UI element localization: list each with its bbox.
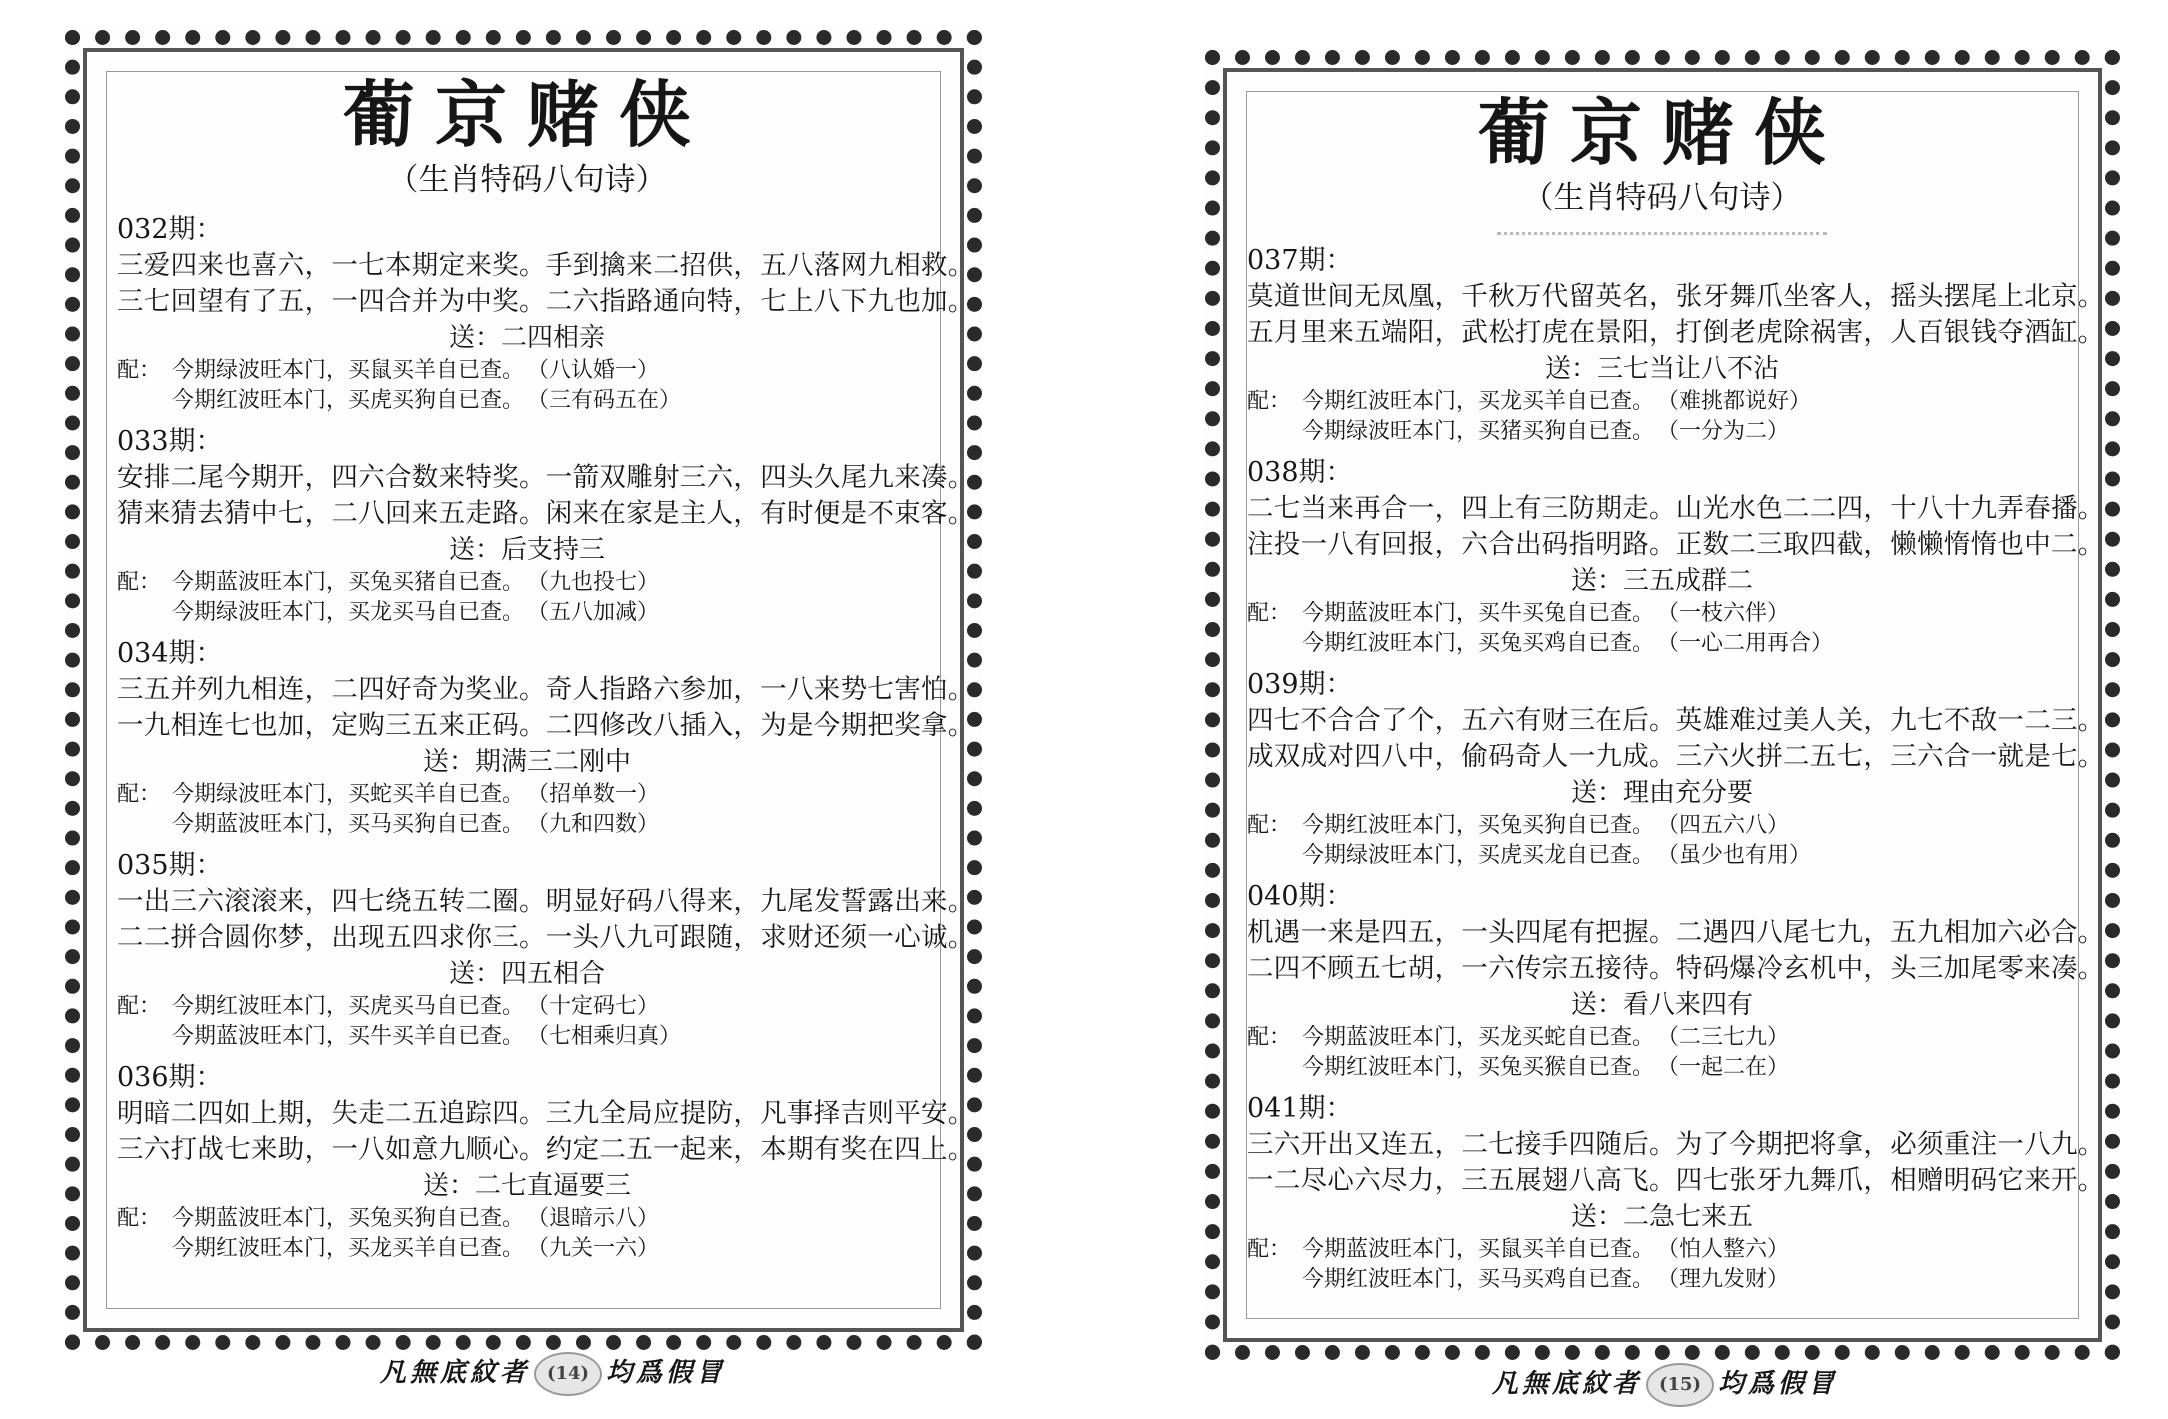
pair-line bbox=[117, 780, 937, 810]
pair-text: 今期红波旺本门，买兔买猴自已查。 bbox=[1302, 1055, 1655, 1080]
issue-block bbox=[1247, 1091, 2105, 1295]
pair-label: 配： bbox=[1247, 1237, 1292, 1262]
issue-number: 034期： bbox=[117, 638, 223, 669]
page-title: 葡京赌侠 bbox=[342, 72, 711, 157]
pair-line bbox=[1247, 1053, 2077, 1083]
pair-hint: （一起二在） bbox=[1668, 1055, 1790, 1080]
pair-hint: （九也投七） bbox=[538, 570, 660, 595]
pair-line bbox=[1247, 1265, 2077, 1295]
issue-block bbox=[1247, 667, 2105, 871]
pair-line bbox=[117, 568, 937, 598]
pair-text: 今期绿波旺本门，买龙买马自已查。 bbox=[172, 600, 525, 625]
pair-hint: （退暗示八） bbox=[538, 1206, 660, 1231]
pair-text: 今期蓝波旺本门，买兔买猪自已查。 bbox=[172, 570, 525, 595]
issue-block bbox=[117, 636, 975, 840]
pair-text: 今期红波旺本门，买兔买鸡自已查。 bbox=[1302, 631, 1655, 656]
pair-hint: （七相乘归真） bbox=[538, 1024, 682, 1049]
gift-line: 送：二四相亲 bbox=[448, 323, 605, 353]
issue-number: 036期： bbox=[117, 1062, 223, 1093]
pair-hint: （九关一六） bbox=[538, 1236, 660, 1261]
pair-line bbox=[117, 356, 937, 386]
poem-line: 猜来猜去猜中七，二八回来五走路。闲来在家是主人，有时便是不束客。 bbox=[117, 498, 975, 529]
page-footer bbox=[380, 1352, 727, 1396]
poem-line: 三七回望有了五，一四合并为中奖。二六指路通向特，七上八下九也加。 bbox=[117, 286, 975, 317]
pair-hint: （一分为二） bbox=[1668, 419, 1790, 444]
pair-text: 今期红波旺本门，买兔买狗自已查。 bbox=[1302, 813, 1655, 838]
issue-number: 040期： bbox=[1247, 881, 1353, 912]
issue-number: 039期： bbox=[1247, 669, 1353, 700]
pair-hint: （三有码五在） bbox=[538, 388, 682, 413]
pair-line bbox=[117, 1234, 937, 1264]
issue-block bbox=[1247, 455, 2105, 659]
pair-line bbox=[117, 992, 937, 1022]
page-footer bbox=[1492, 1363, 1839, 1407]
issue-block bbox=[117, 848, 975, 1052]
pair-label: 配： bbox=[117, 570, 162, 595]
poem-line: 四七不合合了个，五六有财三在后。英雄难过美人关，九七不敌一二三。 bbox=[1247, 705, 2105, 736]
gift-line: 送：三五成群二 bbox=[1570, 566, 1753, 596]
gift-line: 送：四五相合 bbox=[448, 959, 605, 989]
pair-label: 配： bbox=[117, 358, 162, 383]
pair-line bbox=[117, 1204, 937, 1234]
pair-text: 今期蓝波旺本门，买龙买蛇自已查。 bbox=[1302, 1025, 1655, 1050]
issue-number: 037期： bbox=[1247, 245, 1353, 276]
pair-line bbox=[1247, 1023, 2077, 1053]
pair-hint: （怕人整六） bbox=[1668, 1237, 1790, 1262]
pair-text: 今期红波旺本门，买龙买羊自已查。 bbox=[172, 1236, 525, 1261]
pair-hint: （一枝六伴） bbox=[1668, 601, 1790, 626]
poem-line: 一出三六滚滚来，四七绕五转二圈。明显好码八得来，九尾发誓露出来。 bbox=[117, 886, 975, 917]
pair-label: 配： bbox=[117, 994, 162, 1019]
pair-label: 配： bbox=[117, 1206, 162, 1231]
footer-right-text: 均爲假冒 bbox=[606, 1358, 727, 1388]
pair-text: 今期红波旺本门，买马买鸡自已查。 bbox=[1302, 1267, 1655, 1292]
divider bbox=[1497, 220, 1827, 235]
pair-line bbox=[1247, 417, 2077, 447]
poem-line: 一二尽心六尽力，三五展翅八高飞。四七张牙九舞爪，相赠明码它来开。 bbox=[1247, 1165, 2105, 1196]
pair-text: 今期绿波旺本门，买鼠买羊自已查。 bbox=[172, 358, 525, 383]
pair-label: 配： bbox=[1247, 1025, 1292, 1050]
pair-hint: （招单数一） bbox=[538, 782, 660, 807]
pair-line bbox=[117, 386, 937, 416]
poem-line: 二七当来再合一，四上有三防期走。山光水色二二四，十八十九弄春播。 bbox=[1247, 493, 2105, 524]
pair-hint: （二三七九） bbox=[1668, 1025, 1790, 1050]
pair-text: 今期红波旺本门，买虎买狗自已查。 bbox=[172, 388, 525, 413]
pair-text: 今期蓝波旺本门，买牛买羊自已查。 bbox=[172, 1024, 525, 1049]
poem-line: 成双成对四八中，偷码奇人一九成。三六火拼二五七，三六合一就是七。 bbox=[1247, 741, 2105, 772]
issue-block bbox=[117, 1060, 975, 1264]
poem-line: 一九相连七也加，定购三五来正码。二四修改八插入，为是今期把奖拿。 bbox=[117, 710, 975, 741]
pair-label: 配： bbox=[1247, 389, 1292, 414]
pair-text: 今期绿波旺本门，买蛇买羊自已查。 bbox=[172, 782, 525, 807]
poem-line: 二二拼合圆你梦，出现五四求你三。一头八九可跟随，求财还须一心诚。 bbox=[117, 922, 975, 953]
pair-text: 今期绿波旺本门，买猪买狗自已查。 bbox=[1302, 419, 1655, 444]
pair-hint: （五八加减） bbox=[538, 600, 660, 625]
page-content bbox=[117, 70, 975, 1264]
pair-line bbox=[117, 810, 937, 840]
footer-left-text: 凡無底紋者 bbox=[1492, 1369, 1643, 1399]
gift-line: 送：期满三二刚中 bbox=[422, 747, 631, 777]
pair-line bbox=[1247, 841, 2077, 871]
gift-line: 送：三七当让八不沾 bbox=[1544, 354, 1779, 384]
gift-line: 送：后支持三 bbox=[448, 535, 605, 565]
poem-line: 注投一八有回报，六合出码指明路。正数二三取四截，懒懒惰惰也中二。 bbox=[1247, 529, 2105, 560]
poem-line: 三爱四来也喜六，一七本期定来奖。手到擒来二招供，五八落网九相救。 bbox=[117, 250, 975, 281]
left-page bbox=[65, 30, 982, 1350]
footer-right-text: 均爲假冒 bbox=[1718, 1369, 1839, 1399]
pair-hint: （八认婚一） bbox=[538, 358, 660, 383]
pair-line bbox=[1247, 1235, 2077, 1265]
pair-line bbox=[1247, 599, 2077, 629]
issue-number: 038期： bbox=[1247, 457, 1353, 488]
pair-hint: （四五六八） bbox=[1668, 813, 1790, 838]
issue-number: 041期： bbox=[1247, 1093, 1353, 1124]
pair-text: 今期红波旺本门，买龙买羊自已查。 bbox=[1302, 389, 1655, 414]
poem-line: 安排二尾今期开，四六合数来特奖。一箭双雕射三六，四头久尾九来凑。 bbox=[117, 462, 975, 493]
page-title: 葡京赌侠 bbox=[1477, 90, 1846, 175]
poem-line: 五月里来五端阳，武松打虎在景阳，打倒老虎除祸害，人百银钱夺酒缸。 bbox=[1247, 317, 2105, 348]
poem-line: 三六打战七来助，一八如意九顺心。约定二五一起来，本期有奖在四上。 bbox=[117, 1134, 975, 1165]
pair-hint: （虽少也有用） bbox=[1668, 843, 1812, 868]
pair-hint: （一心二用再合） bbox=[1668, 631, 1834, 656]
pair-label: 配： bbox=[1247, 813, 1292, 838]
right-page bbox=[1205, 50, 2120, 1360]
page-number-seal: (14) bbox=[534, 1352, 602, 1396]
issue-block bbox=[1247, 243, 2105, 447]
pair-text: 今期蓝波旺本门，买兔买狗自已查。 bbox=[172, 1206, 525, 1231]
page-content bbox=[1247, 88, 2105, 1295]
footer-left-text: 凡無底紋者 bbox=[380, 1358, 531, 1388]
pair-hint: （九和四数） bbox=[538, 812, 660, 837]
poem-line: 莫道世间无凤凰，千秋万代留英名，张牙舞爪坐客人，摇头摆尾上北京。 bbox=[1247, 281, 2105, 312]
pair-line bbox=[117, 1022, 937, 1052]
page-number-seal: (15) bbox=[1646, 1363, 1714, 1407]
issue-number: 032期： bbox=[117, 214, 223, 245]
issue-number: 033期： bbox=[117, 426, 223, 457]
poem-line: 机遇一来是四五，一头四尾有把握。二遇四八尾七九，五九相加六必合。 bbox=[1247, 917, 2105, 948]
pair-line bbox=[117, 598, 937, 628]
pair-text: 今期蓝波旺本门，买鼠买羊自已查。 bbox=[1302, 1237, 1655, 1262]
gift-line: 送：二七直逼要三 bbox=[422, 1171, 631, 1201]
issue-block bbox=[1247, 879, 2105, 1083]
gift-line: 送：看八来四有 bbox=[1570, 990, 1753, 1020]
poem-line: 明暗二四如上期，失走二五追踪四。三九全局应提防，凡事择吉则平安。 bbox=[117, 1098, 975, 1129]
pair-text: 今期蓝波旺本门，买牛买兔自已查。 bbox=[1302, 601, 1655, 626]
gift-line: 送：理由充分要 bbox=[1570, 778, 1753, 808]
issue-block bbox=[117, 424, 975, 628]
pair-text: 今期绿波旺本门，买虎买龙自已查。 bbox=[1302, 843, 1655, 868]
page-subtitle: （生肖特码八句诗） bbox=[387, 162, 667, 198]
pair-hint: （难挑都说好） bbox=[1668, 389, 1812, 414]
pair-text: 今期蓝波旺本门，买马买狗自已查。 bbox=[172, 812, 525, 837]
issue-block bbox=[117, 212, 975, 416]
pair-text: 今期红波旺本门，买虎买马自已查。 bbox=[172, 994, 525, 1019]
page-subtitle: （生肖特码八句诗） bbox=[1522, 180, 1802, 216]
pair-line bbox=[1247, 811, 2077, 841]
poem-line: 三六开出又连五，二七接手四随后。为了今期把将拿，必须重注一八九。 bbox=[1247, 1129, 2105, 1160]
pair-line bbox=[1247, 629, 2077, 659]
poem-line: 三五并列九相连，二四好奇为奖业。奇人指路六参加，一八来势七害怕。 bbox=[117, 674, 975, 705]
issue-number: 035期： bbox=[117, 850, 223, 881]
gift-line: 送：二急七来五 bbox=[1570, 1202, 1753, 1232]
poem-line: 二四不顾五七胡，一六传宗五接待。特码爆冷玄机中，头三加尾零来凑。 bbox=[1247, 953, 2105, 984]
pair-label: 配： bbox=[1247, 601, 1292, 626]
pair-label: 配： bbox=[117, 782, 162, 807]
pair-hint: （理九发财） bbox=[1668, 1267, 1790, 1292]
pair-hint: （十定码七） bbox=[538, 994, 660, 1019]
pair-line bbox=[1247, 387, 2077, 417]
